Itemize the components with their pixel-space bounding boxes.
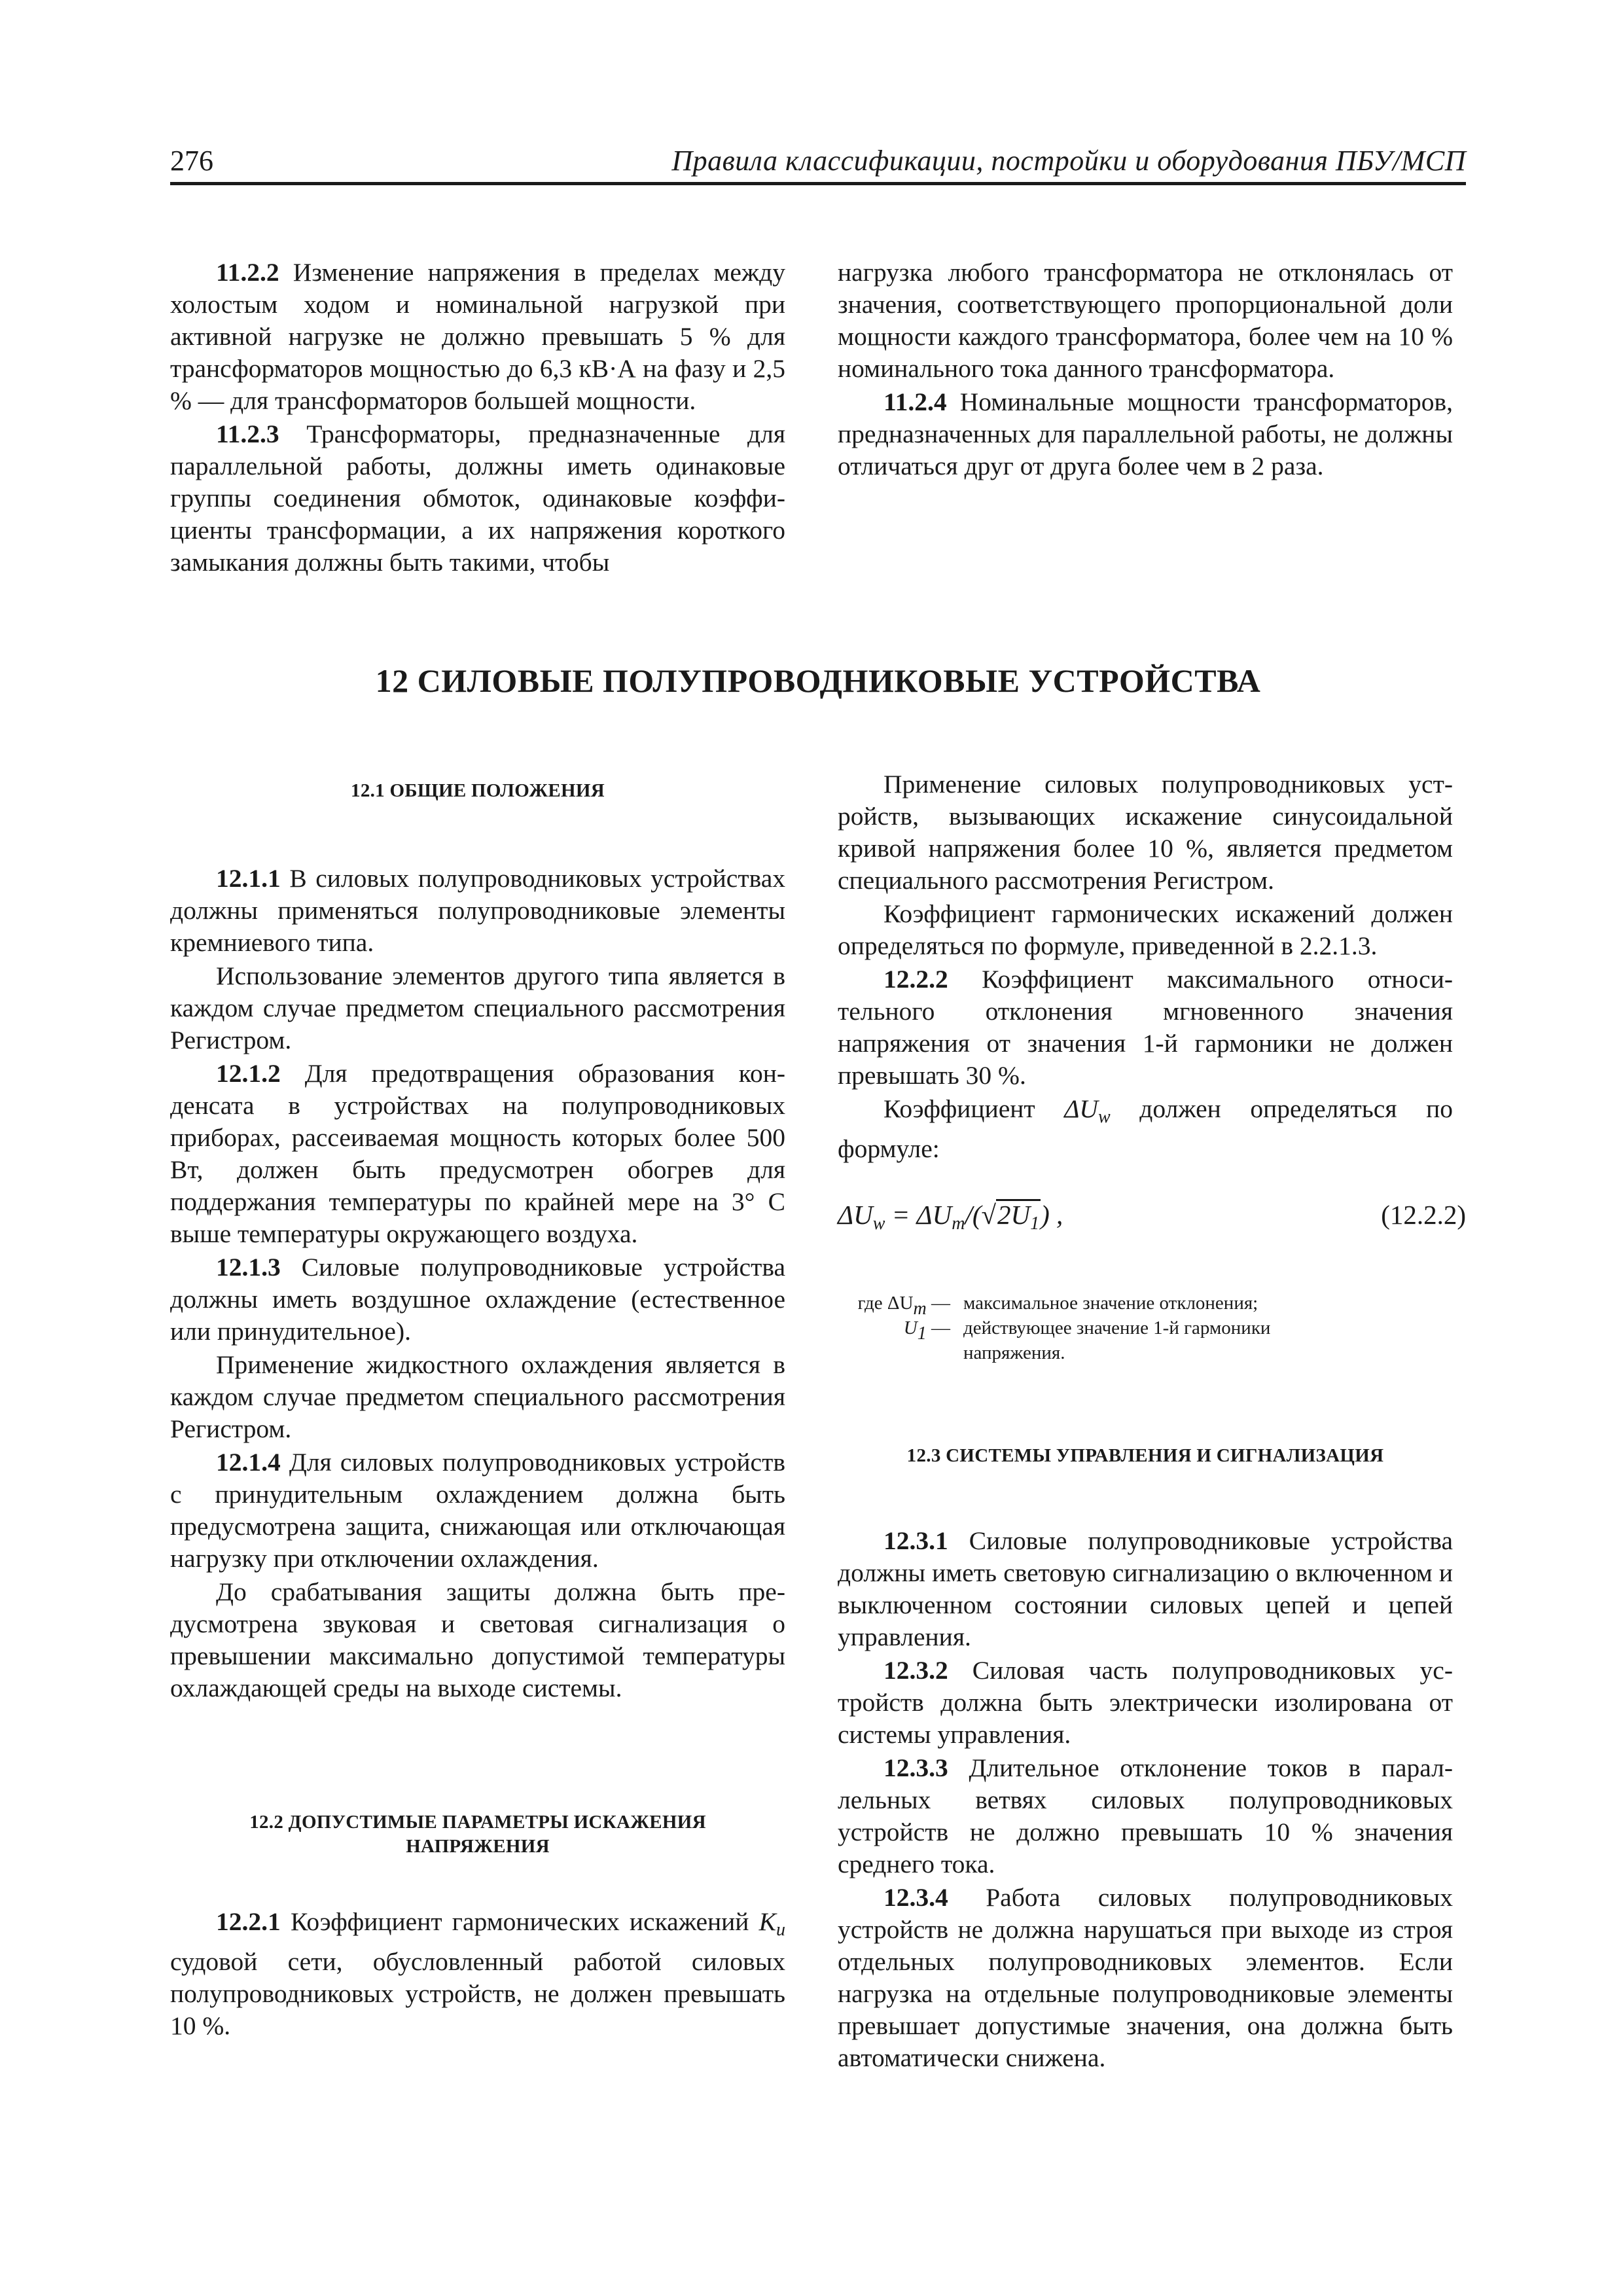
formula-lhs: ΔU [838, 1200, 873, 1230]
legend-description: действующее значение 1-й гармоники [963, 1318, 1271, 1338]
clause-number: 12.2.2 [883, 965, 948, 994]
section-12-2-title-line1: 12.2 ДОПУСТИМЫЕ ПАРАМЕТРЫ ИСКАЖЕНИЯ [249, 1812, 706, 1833]
section-12-2-body-left [170, 1906, 785, 2042]
clause-text-end: должен определяться по формуле: [838, 1094, 1453, 1163]
paragraph-12-2-2 [838, 963, 1453, 1092]
clause-text: Длительное отклонение токов в параллельных ветвях силовых полупроводниковых устройств не должно превышать 10 % значения среднего тока. [838, 1753, 1453, 1878]
clause-number: 12.1.3 [216, 1253, 281, 1282]
clause-text: Изменение напряжения в пределах между холостым ходом и номинальной нагрузкой при активной нагрузке не должно превышать 5 % для трансформаторов мощностью до 6,3 кВ·А на фазу и 2,5 % — для трансформаторов большей мощности. [170, 258, 785, 415]
paragraph-12-2-2-b [838, 1093, 1453, 1165]
formula-root: 2 [997, 1200, 1011, 1230]
legend-row [832, 1340, 1461, 1365]
paragraph-12-1-4 [170, 1446, 785, 1575]
clause-text: Работа силовых полупроводниковых устройств не должна нарушаться при выходе из строя отдельных полупроводниковых элементов. Если нагрузка на отдельные полупроводниковые элементы превышает допустимые значения, она должна быть автоматически снижена. [838, 1883, 1453, 2072]
paragraph-11-2-3-continued: нагрузка любого трансформатора не отклонялась от значения, соответствующего пропорциональной доли мощности каждого трансформатора, более чем на 10 % номинального тока данного трансформатора. [838, 258, 1453, 383]
paragraph-12-3-1 [838, 1525, 1453, 1653]
clause-text: Коэффициент гармонических искажений [280, 1907, 759, 1936]
paragraph-12-1-1 [170, 863, 785, 959]
formula-radicand [996, 1199, 1041, 1238]
formula-lhs-subscript: w [872, 1213, 885, 1234]
formula-legend [832, 1291, 1461, 1365]
paragraph-12-3-3 [838, 1752, 1453, 1880]
symbol-k: K [758, 1907, 776, 1936]
section-12-1-title: 12.1 ОБЩИЕ ПОЛОЖЕНИЯ [351, 780, 605, 801]
clause-number: 11.2.3 [216, 420, 279, 448]
clause-number: 12.1.4 [216, 1448, 281, 1477]
formula-12-2-2 [838, 1196, 1466, 1236]
clause-number: 12.1.1 [216, 864, 281, 893]
clause-text: Коэффициент максимального относительного отклонения мгновенного значения напряжения от значения 1-й гармоники не должен превышать 30 %. [838, 965, 1453, 1090]
formula-sqrt-sign: /(√ [965, 1200, 996, 1230]
clause-number: 11.2.4 [883, 387, 947, 416]
section-12-1-body [170, 863, 785, 1704]
clause-number: 12.3.1 [883, 1526, 948, 1555]
legend-row [832, 1291, 1461, 1319]
clause-text: Трансформаторы, предназначенные для параллельной работы, должны иметь одинаковые группы соединения обмоток, одинаковые коэффициенты трансформации, а их напряжения короткого замыкания должны быть такими, чтобы [170, 420, 785, 577]
top-left-column [170, 257, 785, 579]
formula-u-subscript: 1 [1030, 1213, 1040, 1234]
formula-expression [838, 1196, 1063, 1242]
page-number: 276 [170, 145, 213, 177]
clause-number: 12.3.2 [883, 1656, 948, 1685]
paragraph-12-3-2 [838, 1655, 1453, 1751]
legend-symbol-subscript: 1 [917, 1323, 927, 1344]
section-12-2-title [170, 1810, 785, 1859]
legend-description: напряжения. [963, 1342, 1065, 1363]
running-header [170, 140, 1466, 185]
clause-text: В силовых полупроводниковых устройствах должны применяться полупроводниковые элементы кремниевого типа. [170, 864, 785, 957]
clause-text: Для предотвращения образования конденсата в устройствах на полупроводниковых приборах, рассеиваемая мощность которых более 500 Вт, должен быть предусмотрен обогрев для поддержания температуры по крайней мере на 3° С выше температуры окружающего воздуха. [170, 1059, 785, 1248]
clause-number: 12.3.3 [883, 1753, 948, 1782]
clause-number: 12.1.2 [216, 1059, 281, 1088]
clause-text: Силовые полупроводниковые устройства должны иметь воздушное охлаждение (естественное или принудительное). [170, 1253, 785, 1346]
clause-text: Коэффициент [883, 1094, 1065, 1123]
legend-symbol-text: где ΔU [857, 1293, 914, 1314]
paragraph-12-1-3 [170, 1251, 785, 1348]
clause-text: Силовые полупроводниковые устройства должны иметь световую сигнализацию о включенном и выключенном состоянии силовых цепей и цепей управления. [838, 1526, 1453, 1651]
formula-equals: = ΔU [885, 1200, 952, 1230]
paragraph-12-3-4 [838, 1882, 1453, 2074]
paragraph-11-2-3 [170, 418, 785, 579]
paragraph-11-2-4 [838, 386, 1453, 482]
paragraph-12-1-2 [170, 1058, 785, 1250]
clause-number: 11.2.2 [216, 258, 279, 287]
legend-row [832, 1316, 1461, 1344]
section-12-2-title-line2: НАПРЯЖЕНИЯ [406, 1836, 550, 1857]
paragraph-11-2-2 [170, 257, 785, 417]
clause-text: Силовая часть полупроводниковых устройств должна быть электрически изолирована от системы управления. [838, 1656, 1453, 1749]
clause-text: Номинальные мощности трансформаторов, предназначенных для параллельной работы, не должны отличаться друг от друга более чем в 2 раза. [838, 387, 1453, 480]
section-12-3-title: 12.3 СИСТЕМЫ УПРАВЛЕНИЯ И СИГНАЛИЗАЦИЯ [906, 1445, 1384, 1466]
clause-text-end: судовой сети, обусловленный работой силовых полупроводниковых устройств, не должен превышать 10 %. [170, 1947, 785, 2040]
top-right-column [838, 257, 1453, 482]
clause-text: Для силовых полупроводниковых устройств с принудительным охлаждением должна быть предусмотрена защита, снижающая или отключающая нагрузку при отключении охлаждения. [170, 1448, 785, 1573]
paragraph-12-1-4-b: До срабатывания защиты должна быть предусмотрена звуковая и световая сигнализация о превышении максимально допустимой температуры охлаждающей среды на выходе системы. [170, 1577, 785, 1702]
legend-dash: — [926, 1293, 950, 1314]
legend-symbol-subscript: m [913, 1299, 927, 1319]
section-12-3-body [838, 1525, 1453, 2074]
symbol-delta-u: ΔU [1064, 1094, 1098, 1123]
formula-close: ) , [1041, 1200, 1063, 1230]
section-12-2-body-right [838, 768, 1453, 1165]
running-title: Правила классификации, постройки и оборудования ПБУ/МСП [671, 145, 1466, 177]
equation-number: (12.2.2) [1381, 1200, 1466, 1230]
formula-rhs-subscript: m [952, 1213, 965, 1234]
legend-dash: — [926, 1318, 950, 1338]
legend-description: максимальное значение отклонения; [963, 1293, 1258, 1314]
clause-number: 12.2.1 [216, 1907, 281, 1936]
paragraph-12-1-3-b: Применение жидкостного охлаждения является в каждом случае предметом специального рассмотрения Регистром. [170, 1350, 785, 1443]
symbol-k-subscript: u [776, 1920, 785, 1940]
paragraph-12-2-1-c: Коэффициент гармонических искажений должен определяться по формуле, приведенной в 2.2.1.3. [838, 899, 1453, 960]
chapter-title: 12 СИЛОВЫЕ ПОЛУПРОВОДНИКОВЫЕ УСТРОЙСТВА [375, 662, 1261, 699]
paragraph-12-2-1-b: Применение силовых полупроводниковых устройств, вызывающих искажение синусоидальной кривой напряжения более 10 %, является предметом специального рассмотрения Регистром. [838, 770, 1453, 895]
clause-number: 12.3.4 [883, 1883, 948, 1912]
paragraph-12-1-1-b: Использование элементов другого типа является в каждом случае предметом специального рассмотрения Регистром. [170, 961, 785, 1054]
paragraph-12-2-1 [170, 1906, 785, 2042]
formula-u: U [1010, 1200, 1031, 1230]
legend-symbol-text: U [903, 1318, 918, 1338]
symbol-delta-u-subscript: w [1097, 1107, 1111, 1127]
